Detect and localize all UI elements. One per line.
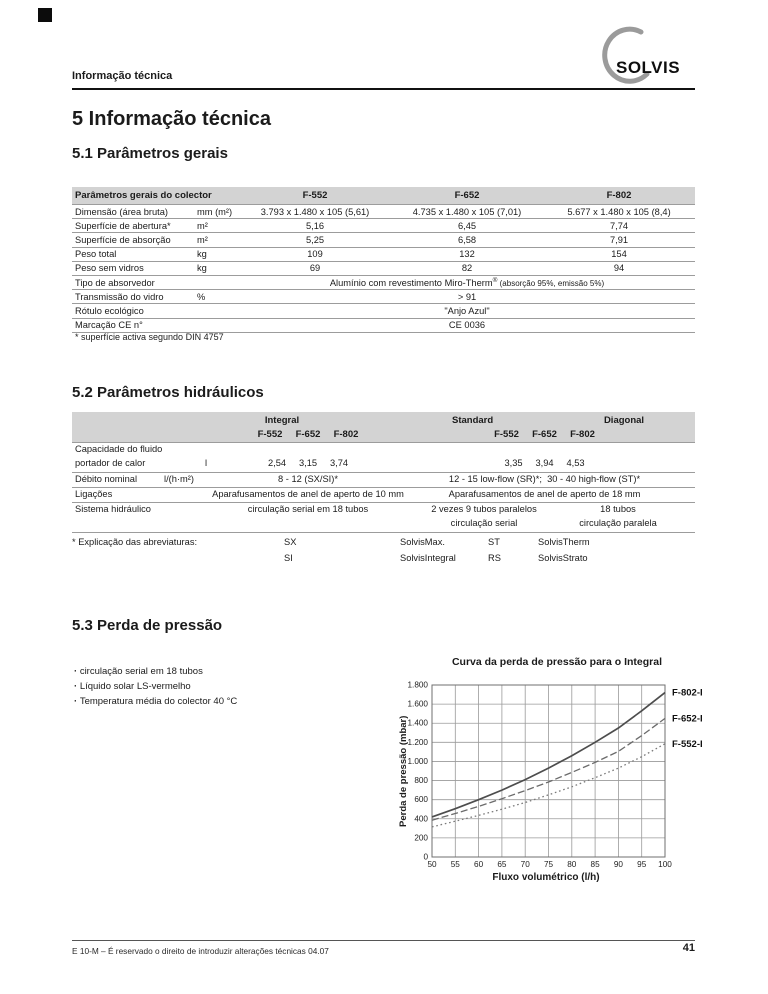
row-label: Capacidade do fluido — [75, 444, 163, 454]
model-headers-right: F-552 F-652 F-802 — [494, 429, 595, 440]
table-row — [72, 219, 695, 233]
x-tick-label: 95 — [637, 860, 647, 869]
cell-standard: 3,35 3,94 4,53 — [504, 458, 585, 468]
list-item: · Temperatura média do colector 40 °C — [74, 694, 237, 709]
y-tick-label: 800 — [414, 776, 428, 786]
table-row — [72, 205, 695, 219]
abbrev-code: ST — [488, 537, 500, 547]
section-5-1-title: 5.1 Parâmetros gerais — [72, 145, 228, 162]
y-tick-label: 1.400 — [407, 718, 428, 728]
row-label: Dimensão (área bruta) — [75, 206, 169, 217]
series-label-F-802-I: F-802-I — [672, 687, 703, 699]
table-row — [72, 248, 695, 262]
row-label: Sistema hidráulico — [75, 504, 151, 514]
cell-span: > 91 — [457, 291, 477, 302]
row-label: portador de calor — [75, 458, 146, 468]
group-header-integral: Integral — [264, 415, 300, 426]
cell-standard: 12 - 15 low-flow (SR)*; 30 - 40 high-flow (ST)* — [448, 474, 641, 484]
footer-text: E 10-M – É reservado o direito de introduzir alterações técnicas 04.07 — [72, 946, 329, 956]
table1-footnote: * superfície activa segundo DIN 4757 — [75, 332, 224, 342]
table-row-absorber — [72, 276, 695, 290]
table-row-hydraulic-system — [72, 502, 695, 533]
cell-diagonal: circulação paralela — [579, 518, 657, 528]
page-corner-marker — [38, 8, 52, 22]
series-label-F-652-I: F-652-I — [672, 713, 703, 725]
cell: 5,25 — [305, 234, 325, 245]
chapter-title: 5 Informação técnica — [72, 108, 271, 130]
y-tick-label: 1.800 — [407, 680, 428, 690]
chart-tick-labels — [408, 681, 673, 870]
table2-header-band — [72, 412, 695, 443]
table-row-capacity — [72, 442, 695, 473]
x-tick-label: 70 — [520, 860, 530, 869]
group-header-diagonal: Diagonal — [603, 415, 645, 426]
footer-divider — [72, 940, 695, 941]
table-row-connections — [72, 487, 695, 503]
row-label: Rótulo ecológico — [75, 305, 144, 316]
row-label: Peso sem vidros — [75, 263, 144, 274]
header-cell: F-552 — [302, 190, 328, 201]
absorber-value: Alumínio com revestimento Miro-Therm — [329, 278, 493, 289]
cell-diagonal: 18 tubos — [600, 504, 636, 514]
abbrev-code: SX — [284, 537, 297, 547]
y-tick-label: 0 — [423, 852, 428, 862]
list-item: · Líquido solar LS-vermelho — [74, 679, 237, 694]
x-tick-label: 85 — [590, 860, 600, 869]
x-tick-label: 65 — [497, 860, 507, 869]
x-tick-label: 50 — [427, 860, 437, 869]
cell: 7,74 — [609, 220, 629, 231]
solvis-logo-text: SOLVIS — [616, 58, 681, 77]
cell: 6,45 — [457, 220, 477, 231]
running-header: Informação técnica — [72, 70, 173, 82]
section-5-2-title: 5.2 Parâmetros hidráulicos — [72, 384, 264, 401]
cell: 69 — [309, 263, 321, 274]
hydraulic-parameters-table — [72, 412, 695, 532]
header-cell: Parâmetros gerais do colector — [75, 190, 212, 201]
x-tick-label: 75 — [543, 860, 554, 869]
table-row-flow — [72, 472, 695, 488]
cell: 82 — [461, 263, 473, 274]
cell-standard: Aparafusamentos de anel de aperto de 18 mm — [448, 489, 641, 499]
absorber-note: (absorção 95%, emissão 5%) — [497, 279, 605, 289]
row-label: Ligações — [75, 489, 113, 499]
x-tick-label: 55 — [450, 860, 460, 869]
cell-standard: circulação serial — [450, 518, 518, 528]
table-row — [72, 290, 695, 304]
pressure-loss-chart — [396, 672, 718, 872]
row-unit: kg — [197, 263, 207, 274]
row-unit: kg — [197, 249, 207, 260]
abbrev-name: SolvisTherm — [538, 537, 590, 547]
abbrev-code: RS — [488, 552, 501, 563]
y-tick-label: 200 — [414, 833, 428, 843]
cell: 154 — [611, 249, 627, 260]
row-label: Superfície de absorção — [75, 234, 171, 245]
cell-integral: 8 - 12 (SX/SI)* — [278, 474, 338, 484]
row-unit: l/(h·m²) — [164, 474, 194, 484]
series-label-F-552-I: F-552-I — [672, 738, 703, 750]
abbrev-name: SolvisStrato — [538, 552, 588, 563]
cell: 5,16 — [305, 220, 325, 231]
y-tick-label: 400 — [414, 814, 428, 824]
cell: 94 — [613, 263, 625, 274]
cell-integral: circulação serial em 18 tubos — [247, 504, 369, 514]
chart-gridlines — [432, 685, 665, 857]
row-label: Marcação CE n° — [75, 320, 143, 331]
chart-title: Curva da perda de pressão para o Integral — [451, 656, 663, 668]
page-number: 41 — [682, 942, 695, 954]
row-label: Tipo de absorvedor — [75, 277, 155, 288]
group-header-standard: Standard — [452, 415, 494, 426]
header-cell: F-652 — [454, 190, 480, 201]
table-row — [72, 233, 695, 247]
section-5-3-title: 5.3 Perda de pressão — [72, 617, 223, 634]
list-item: · circulação serial em 18 tubos — [74, 664, 237, 679]
cell: 5.677 x 1.480 x 105 (8,4) — [567, 206, 671, 217]
cell-span: "Anjo Azul" — [444, 305, 490, 316]
row-label: Peso total — [75, 249, 117, 260]
abbrev-line — [72, 552, 695, 568]
cell: 6,58 — [457, 234, 477, 245]
abbrev-name: SolvisMax. — [400, 537, 445, 547]
cell: 4.735 x 1.480 x 105 (7,01) — [412, 206, 522, 217]
abbreviations-block — [72, 536, 695, 567]
row-unit: l — [205, 458, 208, 468]
pressure-loss-conditions-list — [74, 664, 237, 709]
row-unit: % — [197, 291, 206, 302]
row-label: Débito nominal — [75, 474, 138, 484]
general-parameters-table — [72, 187, 695, 333]
abbrev-name: SolvisIntegral — [400, 552, 456, 563]
abbrev-code: SI — [284, 552, 293, 563]
header-cell: F-802 — [606, 190, 632, 201]
row-label: Superfície de abertura* — [75, 220, 171, 231]
cell-integral: Aparafusamentos de anel de aperto de 10 mm — [212, 489, 404, 499]
y-tick-label: 1.000 — [407, 756, 428, 766]
abbrev-label: * Explicação das abreviaturas: — [72, 537, 198, 547]
cell-span — [239, 277, 695, 288]
y-tick-label: 600 — [414, 795, 428, 805]
row-unit: m² — [197, 234, 208, 245]
y-tick-label: 1.200 — [407, 737, 428, 747]
cell-standard: 2 vezes 9 tubos paralelos — [431, 504, 537, 514]
y-tick-label: 1.600 — [407, 699, 428, 709]
solvis-logo-arc-icon — [594, 24, 656, 88]
cell-span: CE 0036 — [448, 320, 486, 331]
x-tick-label: 90 — [613, 860, 623, 869]
table-row — [72, 262, 695, 276]
table-row — [72, 304, 695, 318]
cell: 109 — [307, 249, 323, 260]
header-divider — [72, 88, 695, 90]
x-tick-label: 100 — [658, 860, 672, 869]
row-unit: mm (m²) — [197, 206, 233, 217]
cell-integral: 2,54 3,15 3,74 — [267, 458, 349, 468]
table-header-row — [72, 187, 695, 205]
row-label: Transmissão do vidro — [75, 291, 164, 302]
abbrev-line — [72, 536, 695, 552]
registered-mark: ® — [492, 276, 498, 284]
x-tick-label: 60 — [474, 860, 484, 869]
table-row — [72, 319, 695, 333]
chart-x-axis-label: Fluxo volumétrico (l/h) — [492, 872, 600, 883]
cell: 7,91 — [609, 234, 629, 245]
cell: 3.793 x 1.480 x 105 (5,61) — [260, 206, 370, 217]
model-headers-left: F-552 F-652 F-802 — [257, 429, 359, 440]
cell: 132 — [459, 249, 475, 260]
row-unit: m² — [197, 220, 208, 231]
chart-y-axis-label: Perda de pressão (mbar) — [398, 715, 409, 827]
x-tick-label: 80 — [567, 860, 577, 869]
